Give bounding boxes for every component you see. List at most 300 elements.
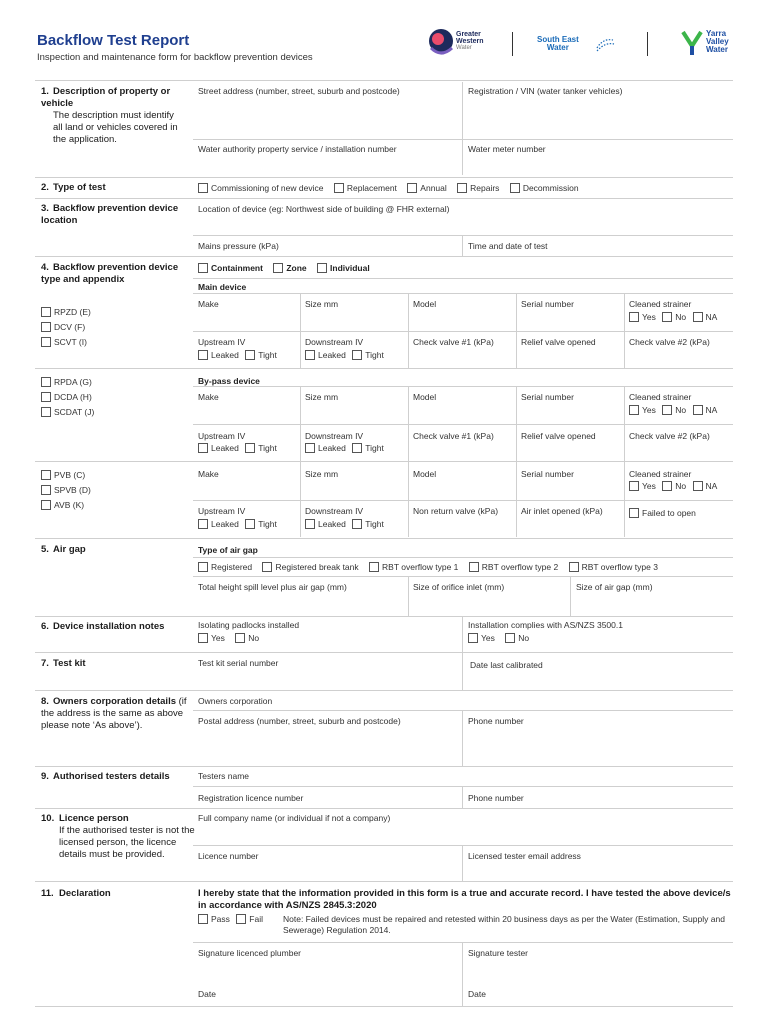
yvw-line-1: Yarra — [706, 29, 727, 38]
checkbox-icon[interactable] — [662, 405, 672, 415]
text-label: Commissioning of new device — [211, 183, 324, 193]
logo-yarra-valley-water — [706, 30, 729, 54]
divider — [193, 331, 733, 332]
device-scdat[interactable] — [41, 405, 94, 420]
air-gap-type-label: Type of air gap — [198, 545, 258, 555]
checkbox-option[interactable] — [352, 519, 384, 529]
section-10-heading — [41, 813, 196, 861]
divider — [35, 177, 733, 178]
date-plumber-field[interactable]: Date — [198, 989, 216, 999]
divider — [193, 576, 733, 577]
text-label: AVB (K) — [54, 500, 85, 510]
checkbox-icon[interactable] — [510, 183, 520, 193]
text-label: Yes — [642, 312, 656, 322]
owners-phone-field[interactable]: Phone number — [468, 716, 524, 726]
signature-plumber-field[interactable]: Signature licenced plumber — [198, 948, 302, 958]
page-subtitle: Inspection and maintenance form for backflow prevention devices — [37, 52, 313, 63]
yvw-line-3: Water — [706, 45, 728, 54]
checkbox-icon[interactable] — [629, 508, 639, 518]
divider — [35, 881, 733, 882]
divider — [35, 766, 733, 767]
main-relief-field[interactable]: Relief valve opened — [521, 337, 596, 347]
checkbox-icon[interactable] — [407, 183, 417, 193]
checkbox-icon[interactable] — [41, 470, 51, 480]
main-device-label: Main device — [198, 282, 247, 292]
checkbox-icon[interactable] — [693, 481, 703, 491]
text-label: RPDA (G) — [54, 377, 92, 387]
signature-tester-field[interactable]: Signature tester — [468, 948, 529, 958]
scope-zone[interactable] — [273, 263, 306, 273]
checkbox-option[interactable] — [245, 350, 277, 360]
divider — [462, 616, 463, 652]
divider — [300, 461, 301, 537]
test-type-decommission[interactable] — [510, 183, 579, 193]
checkbox-icon[interactable] — [352, 519, 362, 529]
checkbox-icon[interactable] — [41, 307, 51, 317]
sew-mark-icon — [595, 34, 615, 54]
checkbox-icon[interactable] — [662, 481, 672, 491]
checkbox-option[interactable] — [245, 443, 277, 453]
checkbox-icon[interactable] — [369, 562, 379, 572]
checkbox-icon[interactable] — [245, 350, 255, 360]
checkbox-option[interactable] — [198, 443, 239, 453]
checkbox-option[interactable] — [245, 519, 277, 529]
checkbox-icon[interactable] — [505, 633, 515, 643]
section-6-heading — [41, 621, 164, 633]
registration-vin-field[interactable]: Registration / VIN (water tanker vehicles) — [468, 86, 623, 96]
checkbox-icon[interactable] — [198, 263, 208, 273]
divider — [35, 652, 733, 653]
divider — [193, 424, 733, 425]
pvb-model-field[interactable]: Model — [413, 469, 437, 479]
pvb-downstream-label: Downstream IV — [305, 506, 364, 516]
text-label: Tight — [365, 350, 384, 360]
checkbox-icon[interactable] — [236, 914, 246, 924]
checkbox-icon[interactable] — [198, 183, 208, 193]
checkbox-option[interactable] — [235, 633, 259, 643]
text-label: 7. — [41, 658, 49, 669]
text-label: No — [518, 633, 530, 643]
section-5-heading — [41, 544, 86, 556]
pass-checkbox[interactable] — [198, 914, 230, 924]
divider — [193, 278, 733, 279]
device-rpzd[interactable] — [41, 305, 91, 320]
text-label: Tight — [365, 519, 384, 529]
text-label: Leaked — [211, 443, 239, 453]
tester-phone-field[interactable]: Phone number — [468, 793, 524, 803]
text-label: Tight — [365, 443, 384, 453]
section-7-heading — [41, 658, 86, 670]
section-1-heading — [41, 86, 186, 146]
checkbox-icon[interactable] — [693, 312, 703, 322]
checkbox-icon[interactable] — [41, 337, 51, 347]
pvb-make-field[interactable]: Make — [198, 469, 219, 479]
text-label: Failed to open — [642, 508, 696, 518]
text-label: Leaked — [318, 443, 346, 453]
checkbox-option[interactable] — [505, 633, 529, 643]
divider — [193, 845, 733, 846]
text-label: Device installation notes — [53, 621, 165, 632]
main-size-field[interactable]: Size mm — [305, 299, 339, 309]
text-label: (if the address is the same as above please note ‘As above’). — [41, 696, 187, 731]
pvb-airinlet-field[interactable]: Air inlet opened (kPa) — [521, 506, 603, 516]
pvb-upstream-label: Upstream IV — [198, 506, 246, 516]
test-type-options — [198, 183, 587, 193]
text-label: Authorised testers details — [53, 771, 170, 782]
checkbox-icon[interactable] — [262, 562, 272, 572]
text-label: 11. — [41, 888, 54, 899]
text-label: Declaration — [59, 888, 111, 899]
bypass-relief-field[interactable]: Relief valve opened — [521, 431, 596, 441]
text-label: Yes — [481, 633, 495, 643]
checkbox-icon[interactable] — [305, 350, 315, 360]
checkbox-option[interactable] — [662, 405, 686, 415]
checkbox-option[interactable] — [469, 562, 558, 572]
text-label: 1. — [41, 86, 49, 97]
section-2-heading — [41, 182, 106, 194]
checkbox-icon[interactable] — [41, 500, 51, 510]
checkbox-option[interactable] — [198, 562, 252, 572]
divider — [570, 576, 571, 616]
logo-south-east-water — [537, 36, 579, 52]
spill-height-field[interactable]: Total height spill level plus air gap (mm) — [198, 582, 347, 592]
checkbox-icon[interactable] — [273, 263, 283, 273]
tester-licence-field[interactable]: Registration licence number — [198, 793, 304, 803]
water-meter-field[interactable]: Water meter number — [468, 144, 546, 154]
text-label: RPZD (E) — [54, 307, 91, 317]
checkbox-option[interactable] — [693, 405, 718, 415]
street-address-field[interactable]: Street address (number, street, suburb and postcode) — [198, 86, 400, 96]
text-label: Tight — [258, 350, 277, 360]
text-label: Individual — [330, 263, 370, 273]
device-scvt[interactable] — [41, 335, 91, 350]
device-group-3 — [41, 468, 91, 513]
text-label: Description of property or vehicle — [41, 86, 171, 109]
checkbox-icon[interactable] — [662, 312, 672, 322]
checkbox-option[interactable] — [198, 350, 239, 360]
sew-line-2: Water — [546, 43, 569, 52]
field-group — [305, 519, 392, 529]
checkbox-icon[interactable] — [569, 562, 579, 572]
pvb-size-field[interactable]: Size mm — [305, 469, 339, 479]
text-label: 6. — [41, 621, 49, 632]
text-label: No — [675, 481, 687, 491]
padlocks-label: Isolating padlocks installed — [198, 620, 300, 630]
checkbox-icon[interactable] — [198, 519, 208, 529]
text-label: Owners corporation details — [53, 696, 176, 707]
field-group — [198, 350, 285, 360]
air-gap-options — [198, 562, 658, 572]
divider — [193, 710, 733, 711]
checkbox-option[interactable] — [198, 633, 225, 643]
checkbox-option[interactable] — [352, 350, 384, 360]
checkbox-icon[interactable] — [245, 443, 255, 453]
date-calibrated-field[interactable]: Date last calibrated — [470, 660, 543, 670]
yvw-line-2: Valley — [706, 37, 729, 46]
field-group — [629, 405, 725, 415]
checkbox-icon[interactable] — [41, 377, 51, 387]
main-upstream-label: Upstream IV — [198, 337, 246, 347]
text-label: Leaked — [318, 350, 346, 360]
checkbox-icon[interactable] — [41, 392, 51, 402]
divider — [462, 652, 463, 690]
pvb-nonreturn-field[interactable]: Non return valve (kPa) — [413, 506, 499, 516]
bypass-make-field[interactable]: Make — [198, 392, 219, 402]
checkbox-option[interactable] — [369, 562, 458, 572]
divider — [408, 576, 409, 616]
divider — [193, 786, 733, 787]
main-downstream-label: Downstream IV — [305, 337, 364, 347]
device-group-2 — [41, 375, 94, 420]
section-8-heading — [41, 696, 191, 732]
bypass-serial-field[interactable]: Serial number — [521, 392, 574, 402]
divider — [193, 557, 733, 558]
test-type-repairs[interactable] — [457, 183, 499, 193]
mains-pressure-field[interactable]: Mains pressure (kPa) — [198, 241, 279, 251]
checkbox-icon[interactable] — [317, 263, 327, 273]
test-type-commissioning[interactable] — [198, 183, 323, 193]
checkbox-icon[interactable] — [198, 914, 208, 924]
pvb-cleaned-label: Cleaned strainer — [629, 469, 692, 479]
divider — [35, 198, 733, 199]
checkbox-option[interactable] — [468, 633, 495, 643]
test-kit-serial-field[interactable]: Test kit serial number — [198, 658, 279, 668]
field-group — [198, 519, 285, 529]
text-label: Pass — [211, 914, 230, 924]
text-label: Registered — [211, 562, 253, 572]
device-pvb[interactable] — [41, 468, 91, 483]
text-label: 8. — [41, 696, 49, 707]
divider — [35, 256, 733, 257]
divider — [35, 461, 733, 462]
text-label: No — [248, 633, 260, 643]
bypass-size-field[interactable]: Size mm — [305, 392, 339, 402]
text-label: Zone — [286, 263, 307, 273]
orifice-size-field[interactable]: Size of orifice inlet (mm) — [413, 582, 505, 592]
divider — [193, 139, 733, 140]
checkbox-icon[interactable] — [198, 633, 208, 643]
checkbox-option[interactable] — [305, 519, 346, 529]
pvb-serial-field[interactable]: Serial number — [521, 469, 574, 479]
checkbox-option[interactable] — [305, 443, 346, 453]
fail-checkbox[interactable] — [236, 914, 263, 924]
text-label: Tight — [258, 519, 277, 529]
device-location-field[interactable]: Location of device (eg: Northwest side of building @ FHR external) — [198, 204, 450, 214]
checkbox-option[interactable] — [262, 562, 358, 572]
device-dcv[interactable] — [41, 320, 91, 335]
text-label: Containment — [211, 263, 263, 273]
date-tester-field[interactable]: Date — [468, 989, 486, 999]
device-avb[interactable] — [41, 498, 91, 513]
main-make-field[interactable]: Make — [198, 299, 219, 309]
complies-label: Installation complies with AS/NZS 3500.1 — [468, 620, 623, 630]
bypass-check1-field[interactable]: Check valve #1 (kPa) — [413, 431, 494, 441]
text-label: Backflow prevention device location — [41, 203, 179, 226]
field-group — [198, 443, 285, 453]
section-11-heading — [41, 888, 111, 900]
bypass-cleaned-label: Cleaned strainer — [629, 392, 692, 402]
divider — [193, 235, 733, 236]
checkbox-icon[interactable] — [468, 633, 478, 643]
logo-divider-1 — [512, 32, 513, 56]
checkbox-option[interactable] — [352, 443, 384, 453]
checkbox-option[interactable] — [569, 562, 658, 572]
field-group — [456, 31, 484, 51]
device-spvb[interactable] — [41, 483, 91, 498]
divider — [516, 461, 517, 537]
checkbox-icon[interactable] — [334, 183, 344, 193]
licence-number-field[interactable]: Licence number — [198, 851, 259, 861]
checkbox-option[interactable] — [198, 519, 239, 529]
testers-name-field[interactable]: Testers name — [198, 771, 250, 781]
divider — [462, 235, 463, 256]
tester-email-field[interactable]: Licensed tester email address — [468, 851, 581, 861]
page-title: Backflow Test Report — [37, 32, 190, 49]
failed-devices-note: Note: Failed devices must be repaired and retested within 20 business days as per the Water (Estimation, Supply and Sewerage) Regulation 2014. — [283, 914, 725, 935]
field-group — [305, 350, 392, 360]
divider — [462, 845, 463, 881]
checkbox-icon[interactable] — [41, 322, 51, 332]
company-name-field[interactable]: Full company name (or individual if not a company) — [198, 813, 391, 823]
checkbox-option[interactable] — [693, 312, 718, 322]
logo-divider-2 — [647, 32, 648, 56]
checkbox-icon[interactable] — [352, 350, 362, 360]
text-label: Leaked — [318, 519, 346, 529]
text-label: SPVB (D) — [54, 485, 91, 495]
test-type-annual[interactable] — [407, 183, 446, 193]
text-label: 5. — [41, 544, 49, 555]
checkbox-option[interactable] — [629, 405, 656, 415]
device-group-1 — [41, 305, 91, 350]
test-type-replacement[interactable] — [334, 183, 397, 193]
checkbox-icon[interactable] — [198, 443, 208, 453]
bypass-device-label: By-pass device — [198, 376, 260, 386]
text-label: No — [675, 312, 687, 322]
divider — [35, 80, 733, 81]
main-check2-field[interactable]: Check valve #2 (kPa) — [629, 337, 710, 347]
checkbox-option[interactable] — [693, 481, 718, 491]
divider — [462, 82, 463, 175]
text-label: 9. — [41, 771, 49, 782]
checkbox-icon[interactable] — [245, 519, 255, 529]
checkbox-icon[interactable] — [41, 485, 51, 495]
text-label: 10. — [41, 813, 55, 824]
checkbox-icon[interactable] — [693, 405, 703, 415]
field-group — [198, 914, 267, 924]
checkbox-option[interactable] — [629, 312, 656, 322]
text-label: RBT overflow type 1 — [382, 562, 459, 572]
checkbox-icon[interactable] — [629, 481, 639, 491]
divider — [35, 368, 733, 369]
text-label: Type of test — [53, 182, 106, 193]
main-serial-field[interactable]: Serial number — [521, 299, 574, 309]
text-label: NA — [705, 481, 718, 491]
device-rpda[interactable] — [41, 375, 94, 390]
bypass-model-field[interactable]: Model — [413, 392, 437, 402]
checkbox-icon[interactable] — [352, 443, 362, 453]
divider — [624, 461, 625, 537]
owners-postal-field[interactable]: Postal address (number, street, suburb and postcode) — [198, 716, 401, 726]
main-cleaned-label: Cleaned strainer — [629, 299, 692, 309]
checkbox-icon[interactable] — [629, 405, 639, 415]
device-dcda[interactable] — [41, 390, 94, 405]
text-label: Registered break tank — [275, 562, 359, 572]
divider — [193, 500, 733, 501]
text-label: Fail — [249, 914, 263, 924]
checkbox-icon[interactable] — [198, 562, 208, 572]
checkbox-icon[interactable] — [235, 633, 245, 643]
divider — [462, 942, 463, 1006]
checkbox-option[interactable] — [662, 481, 686, 491]
checkbox-option[interactable] — [662, 312, 686, 322]
text-label: Yes — [642, 481, 656, 491]
checkbox-option[interactable] — [629, 481, 656, 491]
section-1-desc: The description must identify all land or vehicles covered in the application. — [53, 110, 178, 145]
main-cleaned-options — [629, 312, 725, 322]
text-label: Decommission — [522, 183, 579, 193]
field-group — [305, 443, 392, 453]
divider — [193, 942, 733, 943]
bypass-check2-field[interactable]: Check valve #2 (kPa) — [629, 431, 710, 441]
text-label: Replacement — [346, 183, 397, 193]
checkbox-icon[interactable] — [629, 312, 639, 322]
owners-corp-field[interactable]: Owners corporation — [198, 696, 273, 706]
checkbox-option[interactable] — [305, 350, 346, 360]
water-authority-field[interactable]: Water authority property service / installation number — [198, 144, 397, 154]
checkbox-icon[interactable] — [41, 407, 51, 417]
checkbox-icon[interactable] — [305, 519, 315, 529]
sew-line-1: South East — [537, 35, 579, 44]
main-model-field[interactable]: Model — [413, 299, 437, 309]
divider — [35, 690, 733, 691]
checkbox-icon[interactable] — [469, 562, 479, 572]
section-3-heading — [41, 203, 186, 227]
text-label: NA — [705, 405, 718, 415]
divider — [35, 1006, 733, 1007]
field-group — [468, 633, 537, 643]
text-label: SCVT (I) — [54, 337, 87, 347]
scope-containment[interactable] — [198, 263, 263, 273]
divider — [193, 386, 733, 387]
gww-line-3: Water — [456, 45, 472, 51]
text-label: Repairs — [470, 183, 500, 193]
checkbox-icon[interactable] — [198, 350, 208, 360]
bypass-downstream-label: Downstream IV — [305, 431, 364, 441]
section-9-heading — [41, 771, 186, 783]
text-label: Leaked — [211, 350, 239, 360]
divider — [408, 461, 409, 537]
checkbox-icon[interactable] — [457, 183, 467, 193]
divider — [35, 808, 733, 809]
scope-individual[interactable] — [317, 263, 370, 273]
text-label: Licence person — [59, 813, 129, 824]
text-label: Leaked — [211, 519, 239, 529]
divider — [35, 616, 733, 617]
section-10-desc: If the authorised tester is not the licensed person, the licence details must be provided. — [59, 825, 195, 860]
text-label: PVB (C) — [54, 470, 86, 480]
pvb-failed-option[interactable] — [629, 508, 696, 518]
text-label: RBT overflow type 3 — [581, 562, 658, 572]
main-check1-field[interactable]: Check valve #1 (kPa) — [413, 337, 494, 347]
text-label: Backflow prevention device type and appendix — [41, 262, 179, 285]
text-label: SCDAT (J) — [54, 407, 95, 417]
air-gap-size-field[interactable]: Size of air gap (mm) — [576, 582, 653, 592]
checkbox-icon[interactable] — [305, 443, 315, 453]
logo-greater-western-water — [428, 28, 498, 60]
text-label: NA — [705, 312, 718, 322]
test-time-field[interactable]: Time and date of test — [468, 241, 548, 251]
field-group — [629, 481, 725, 491]
